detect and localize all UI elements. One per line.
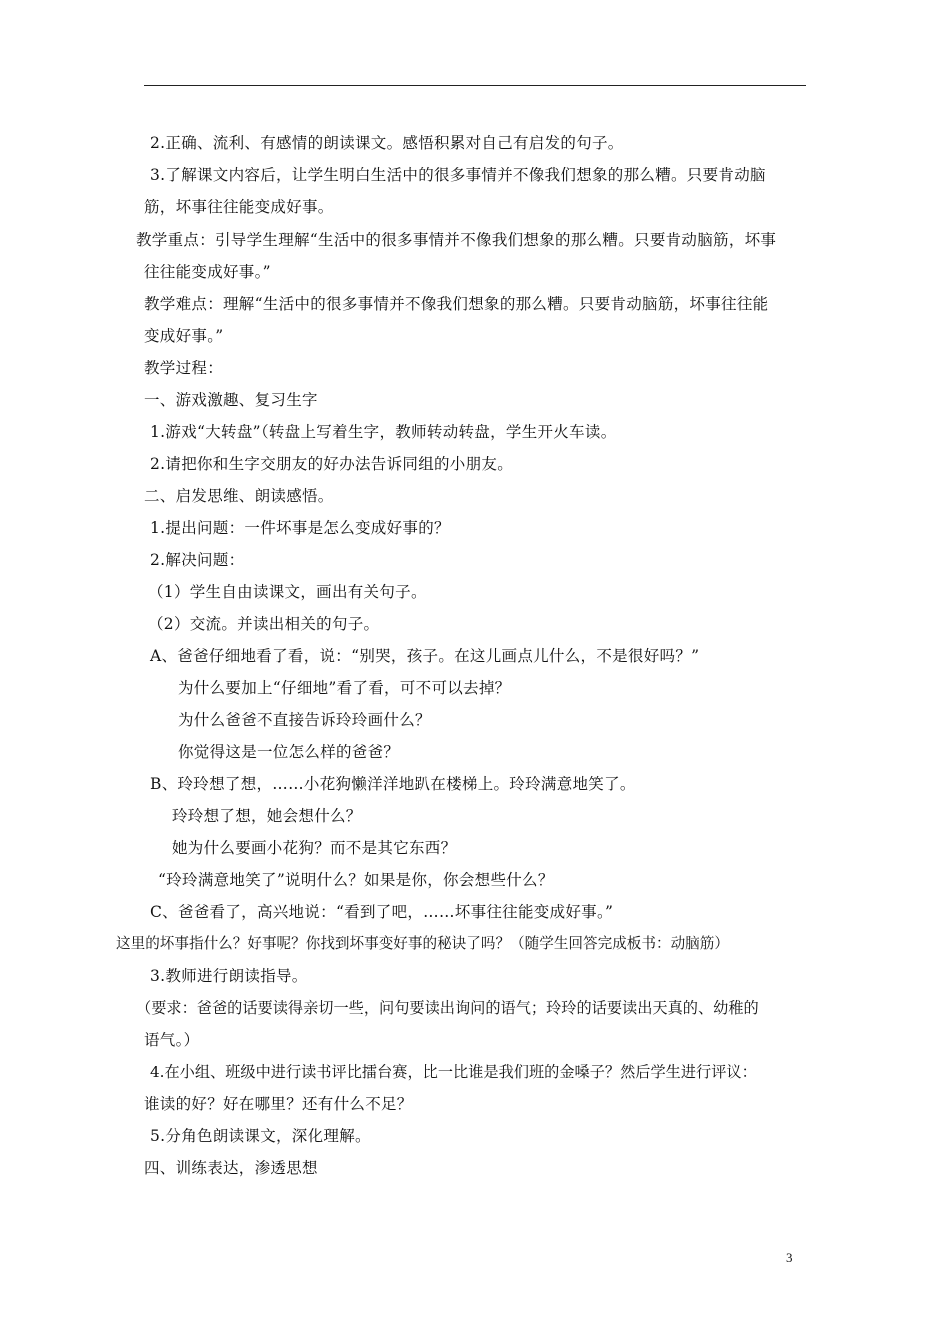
text-line: 往往能变成好事。” xyxy=(144,263,271,281)
text-line: 你觉得这是一位怎么样的爸爸？ xyxy=(178,743,400,761)
text-line: “玲玲满意地笑了”说明什么？如果是你，你会想些什么？ xyxy=(158,871,554,889)
text-line: 语气。） xyxy=(144,1031,200,1049)
text-line: 2.正确、流利、有感情的朗读课文。感悟积累对自己有启发的句子。 xyxy=(150,134,624,152)
text-line: 玲玲想了想，她会想什么？ xyxy=(172,807,362,825)
text-line: 一、游戏激趣、复习生字 xyxy=(144,391,318,409)
text-line: （2）交流。并读出相关的句子。 xyxy=(148,615,380,633)
text-line: 2.解决问题： xyxy=(150,551,245,569)
text-line: 教学重点：引导学生理解“生活中的很多事情并不像我们想象的那么糟。只要肯动脑筋，坏事 xyxy=(136,231,777,249)
text-line: 四、训练表达，渗透思想 xyxy=(144,1159,318,1177)
text-line: 5.分角色朗读课文，深化理解。 xyxy=(150,1127,371,1145)
text-line: 教学过程： xyxy=(144,359,224,377)
text-line: 谁读的好？好在哪里？还有什么不足？ xyxy=(144,1095,413,1113)
page-number: 3 xyxy=(786,1250,793,1265)
text-line: 为什么爸爸不直接告诉玲玲画什么？ xyxy=(178,711,431,729)
text-line: A、爸爸仔细地看了看，说：“别哭，孩子。在这儿画点儿什么，不是很好吗？” xyxy=(150,647,700,665)
text-line: 教学难点：理解“生活中的很多事情并不像我们想象的那么糟。只要肯动脑筋，坏事往往能 xyxy=(144,295,769,313)
text-line: C、爸爸看了，高兴地说：“看到了吧，……坏事往往能变成好事。” xyxy=(150,903,614,921)
text-line: 二、启发思维、朗读感悟。 xyxy=(144,487,334,505)
text-line: （1）学生自由读课文，画出有关句子。 xyxy=(148,583,427,601)
text-line: 变成好事。” xyxy=(144,327,224,345)
text-line: B、玲玲想了想，……小花狗懒洋洋地趴在楼梯上。玲玲满意地笑了。 xyxy=(150,775,636,793)
text-line: 3.了解课文内容后，让学生明白生活中的很多事情并不像我们想象的那么糟。只要肯动脑 xyxy=(150,166,766,184)
text-line: 这里的坏事指什么？好事呢？你找到坏事变好事的秘诀了吗？（随学生回答完成板书：动脑筋） xyxy=(116,935,729,952)
text-line: 她为什么要画小花狗？而不是其它东西？ xyxy=(172,839,457,857)
text-line: 3.教师进行朗读指导。 xyxy=(150,967,308,985)
text-line: 筋，坏事往往能变成好事。 xyxy=(144,198,334,216)
text-line: 2.请把你和生字交朋友的好办法告诉同组的小朋友。 xyxy=(150,455,513,473)
header-rule xyxy=(144,85,806,86)
text-line: 1.游戏“大转盘”（转盘上写着生字，教师转动转盘，学生开火车读。 xyxy=(150,423,617,441)
text-line: 1.提出问题：一件坏事是怎么变成好事的？ xyxy=(150,519,450,537)
text-line: 为什么要加上“仔细地”看了看，可不可以去掉？ xyxy=(178,679,511,697)
text-line: （要求：爸爸的话要读得亲切一些，问句要读出询问的语气；玲玲的话要读出天真的、幼稚的 xyxy=(136,999,759,1017)
text-line: 4.在小组、班级中进行读书评比擂台赛，比一比谁是我们班的金嗓子？然后学生进行评议： xyxy=(150,1063,757,1081)
